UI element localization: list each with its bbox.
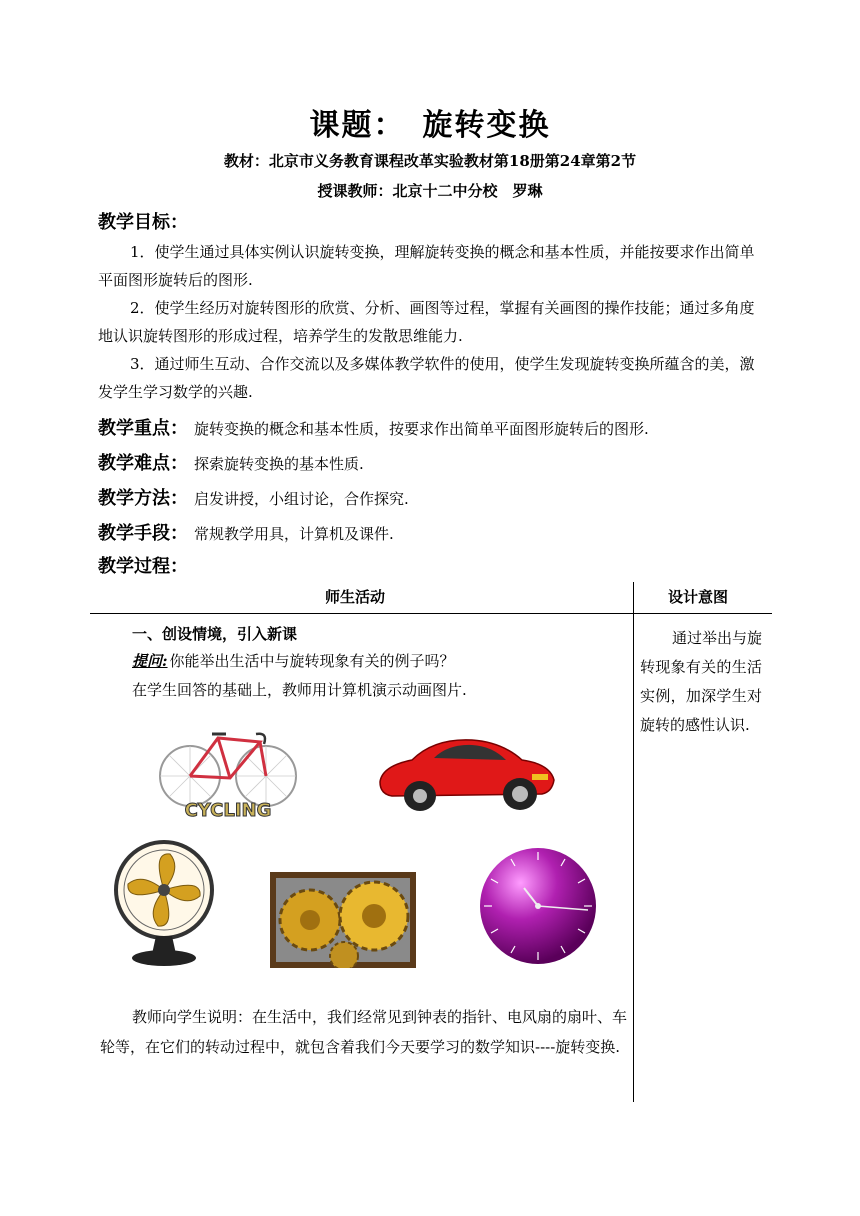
question-text: 你能举出生活中与旋转现象有关的例子吗？ bbox=[169, 652, 455, 670]
tools-text: 常规教学用具，计算机及课件. bbox=[194, 525, 394, 543]
demo-line: 在学生回答的基础上，教师用计算机演示动画图片. bbox=[132, 681, 467, 699]
section-title: 一、创设情境，引入新课 bbox=[132, 625, 298, 643]
difficulty-text: 探索旋转变换的基本性质. bbox=[194, 455, 364, 473]
col-intent-header: 设计意图 bbox=[668, 588, 729, 606]
objective-2 bbox=[98, 294, 768, 350]
process-table bbox=[90, 582, 772, 1102]
bicycle-image bbox=[156, 724, 301, 820]
fan-image bbox=[112, 838, 218, 968]
tools-row bbox=[98, 519, 394, 545]
page-title: 课题： 旋转变换 bbox=[309, 108, 551, 143]
objective-3-text: 3．通过师生互动、合作交流以及多媒体教学软件的使用，使学生发现旋转变换所蕴含的美，激发学生学习数学的兴趣. bbox=[98, 355, 755, 401]
method-label: 教学方法： bbox=[98, 488, 188, 509]
process-heading: 教学过程： bbox=[98, 556, 188, 577]
table-column-divider bbox=[633, 582, 634, 1102]
key-point-text: 旋转变换的概念和基本性质，按要求作出简单平面图形旋转后的图形. bbox=[194, 420, 649, 438]
objectives-heading: 教学目标： bbox=[98, 212, 188, 233]
question-label: 提问: bbox=[132, 652, 168, 670]
question-line bbox=[132, 649, 455, 674]
clock-image bbox=[476, 844, 600, 972]
closing-paragraph bbox=[100, 1002, 628, 1062]
method-row bbox=[98, 484, 409, 510]
gears-image bbox=[270, 872, 416, 968]
key-point-label: 教学重点： bbox=[98, 418, 188, 439]
design-intent-body: 通过举出与旋转现象有关的生活实例，加深学生对旋转的感性认识. bbox=[640, 629, 763, 734]
objective-1-text: 1．使学生通过具体实例认识旋转变换，理解旋转变换的概念和基本性质，并能按要求作出简单平面图形旋转后的图形. bbox=[98, 243, 755, 289]
key-point-row bbox=[98, 414, 649, 440]
difficulty-label: 教学难点： bbox=[98, 453, 188, 474]
objective-1 bbox=[98, 238, 768, 294]
difficulty-row bbox=[98, 449, 364, 475]
teacher-line: 授课教师：北京十二中分校 罗琳 bbox=[317, 182, 543, 200]
design-intent-text bbox=[640, 624, 762, 740]
table-header-divider bbox=[90, 613, 772, 614]
bicycle-caption: CYCLING bbox=[184, 800, 272, 820]
closing-text: 教师向学生说明：在生活中，我们经常见到钟表的指针、电风扇的扇叶、车轮等，在它们的转动过程中，就包含着我们今天要学习的数学知识----旋转变换. bbox=[100, 1008, 628, 1056]
method-text: 启发讲授，小组讨论，合作探究. bbox=[194, 490, 409, 508]
objective-3 bbox=[98, 350, 768, 406]
col-activities-header: 师生活动 bbox=[325, 588, 386, 606]
material-line: 教材：北京市义务教育课程改革实验教材第18册第24章第2节 bbox=[223, 152, 637, 170]
car-image bbox=[372, 730, 562, 822]
objective-2-text: 2．使学生经历对旋转图形的欣赏、分析、画图等过程，掌握有关画图的操作技能；通过多角度地认识旋转图形的形成过程，培养学生的发散思维能力. bbox=[98, 299, 755, 345]
tools-label: 教学手段： bbox=[98, 523, 188, 544]
